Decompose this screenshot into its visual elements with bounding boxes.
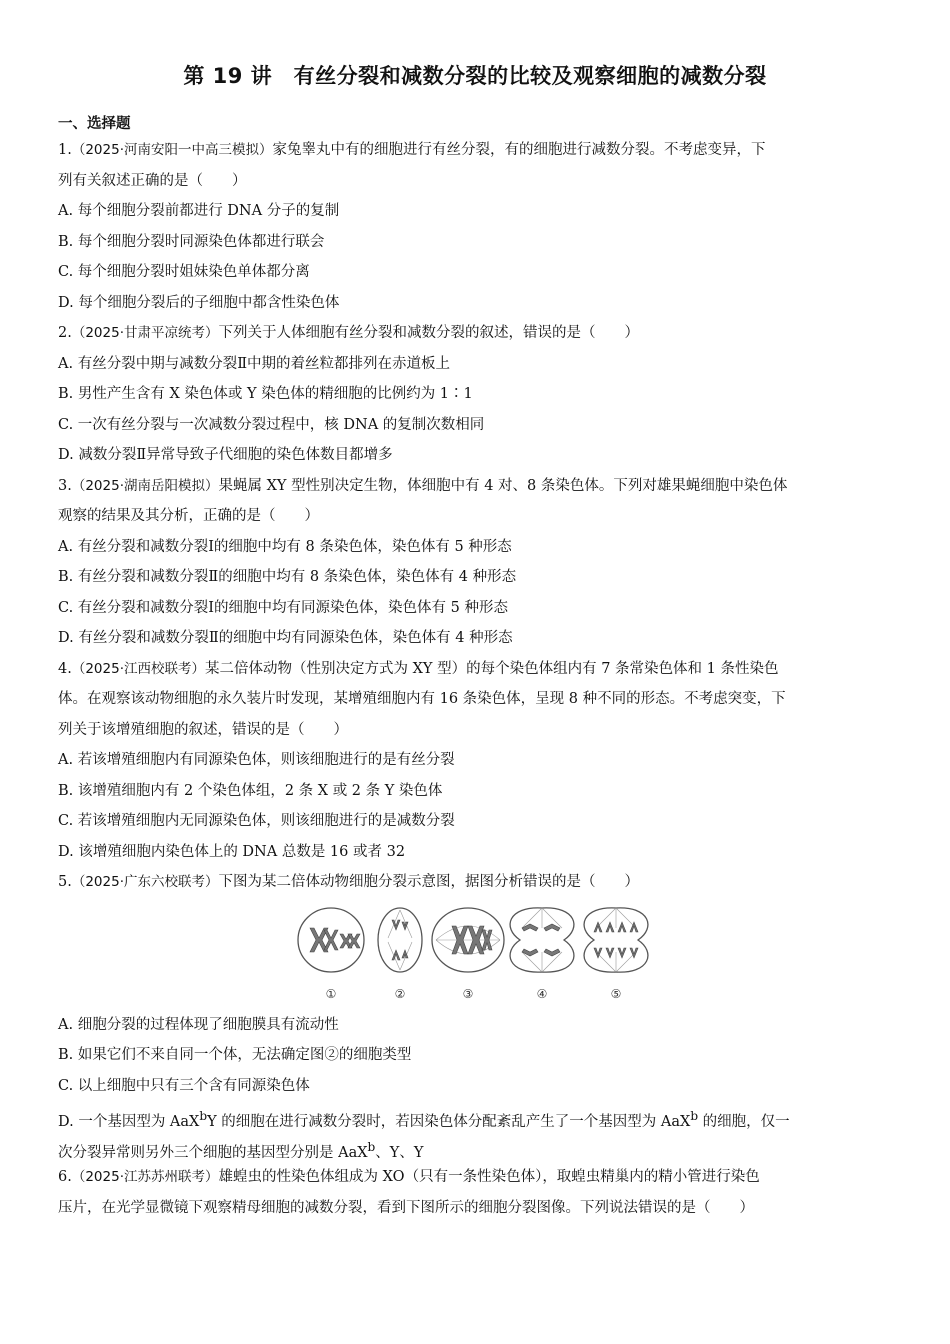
question-source: （2025·广东六校联考） (71, 874, 219, 890)
question-3-option-a[interactable]: A. 有丝分裂和减数分裂Ⅰ的细胞中均有 8 条染色体，染色体有 5 种形态 (58, 538, 512, 555)
question-1-stem-cont: 列有关叙述正确的是（ ） (58, 172, 247, 189)
question-5-option-d-cont: 次分裂异常则另外三个细胞的基因型分别是 AaX$^b$、Y、Y (58, 1139, 424, 1161)
question-1-option-b[interactable]: B. 每个细胞分裂时同源染色体都进行联会 (58, 233, 325, 250)
question-1-option-c[interactable]: C. 每个细胞分裂时姐妹染色单体都分离 (58, 264, 310, 280)
question-4-stem-cont2: 列关于该增殖细胞的叙述，错误的是（ ） (58, 721, 348, 738)
cell-division-diagram (296, 902, 656, 1006)
question-3-option-d[interactable]: D. 有丝分裂和减数分裂Ⅱ的细胞中均有同源染色体，染色体有 4 种形态 (58, 630, 513, 646)
question-4-option-a[interactable]: A. 若该增殖细胞内有同源染色体，则该细胞进行的是有丝分裂 (58, 752, 455, 768)
question-3-stem-cont: 观察的结果及其分析，正确的是（ ） (58, 508, 319, 524)
cell-division-figure (58, 898, 892, 1010)
question-4-stem-cont: 体。在观察该动物细胞的永久装片时发现，某增殖细胞内有 16 条染色体，呈现 8 种不同的形态。不考虑突变，下 (58, 691, 786, 707)
question-list (58, 135, 892, 1223)
question-5-option-d[interactable]: D. 一个基因型为 AaX$^b$Y 的细胞在进行减数分裂时，若因染色体分配紊乱产生了一个基因型为 AaX$^b$ 的细胞，仅一 (58, 1109, 790, 1130)
figure-label-1: ① (325, 986, 337, 1001)
question-source: （2025·江西校联考） (71, 660, 205, 677)
question-4-option-c[interactable]: C. 若该增殖细胞内无同源染色体，则该细胞进行的是减数分裂 (58, 813, 455, 829)
question-source: （2025·湖南岳阳模拟） (71, 477, 219, 494)
question-source: （2025·江苏苏州联考） (71, 1169, 219, 1185)
question-4-option-d[interactable]: D. 该增殖细胞内染色体上的 DNA 总数是 16 或者 32 (58, 843, 406, 860)
figure-label-5: ⑤ (610, 986, 622, 1001)
question-4-option-b[interactable]: B. 该增殖细胞内有 2 个染色体组，2 条 X 或 2 条 Y 染色体 (58, 782, 443, 799)
figure-label-3: ③ (462, 986, 474, 1001)
question-2-option-d[interactable]: D. 减数分裂Ⅱ异常导致子代细胞的染色体数目都增多 (58, 447, 393, 463)
question-source: （2025·河南安阳一中高三模拟） (71, 142, 273, 158)
question-2-option-c[interactable]: C. 一次有丝分裂与一次减数分裂过程中，核 DNA 的复制次数相同 (58, 416, 485, 433)
cell-4-image (510, 907, 574, 971)
cell-3-image (432, 908, 504, 972)
page-title: 第 19 讲 有丝分裂和减数分裂的比较及观察细胞的减数分裂 (183, 64, 767, 88)
question-1-option-d[interactable]: D. 每个细胞分裂后的子细胞中都含性染色体 (58, 294, 340, 311)
question-6-stem: 6.（2025·江苏苏州联考）雄蝗虫的性染色体组成为 XO（只有一条性染色体），取蝗虫精巢内的精小管进行染色 (58, 1169, 760, 1185)
question-5-stem: 5.（2025·广东六校联考）下图为某二倍体动物细胞分裂示意图，据图分析错误的是（ ） (58, 874, 639, 890)
question-2-stem: 2.（2025·甘肃平凉统考）下列关于人体细胞有丝分裂和减数分裂的叙述，错误的是（ ） (58, 325, 639, 341)
section-heading: 一、选择题 (58, 116, 131, 132)
question-2-option-b[interactable]: B. 男性产生含有 X 染色体或 Y 染色体的精细胞的比例约为 1∶1 (58, 386, 473, 402)
cell-2-image (378, 908, 422, 972)
question-4-stem: 4.（2025·江西校联考）某二倍体动物（性别决定方式为 XY 型）的每个染色体组内有 7 条常染色体和 1 条性染色 (58, 660, 779, 677)
question-5-option-c[interactable]: C. 以上细胞中只有三个含有同源染色体 (58, 1077, 310, 1094)
figure-label-2: ② (394, 986, 406, 1001)
question-5-option-b[interactable]: B. 如果它们不来自同一个体，无法确定图②的细胞类型 (58, 1047, 412, 1063)
question-2-option-a[interactable]: A. 有丝分裂中期与减数分裂Ⅱ中期的着丝粒都排列在赤道板上 (58, 355, 451, 372)
question-3-option-b[interactable]: B. 有丝分裂和减数分裂Ⅱ的细胞中均有 8 条染色体，染色体有 4 种形态 (58, 569, 517, 585)
question-1-stem: 1.（2025·河南安阳一中高三模拟）家兔睾丸中有的细胞进行有丝分裂，有的细胞进行减数分裂。不考虑变异，下 (58, 142, 766, 158)
question-1-option-a[interactable]: A. 每个细胞分裂前都进行 DNA 分子的复制 (58, 203, 340, 219)
figure-label-4: ④ (536, 986, 548, 1001)
question-3-option-c[interactable]: C. 有丝分裂和减数分裂Ⅰ的细胞中均有同源染色体，染色体有 5 种形态 (58, 599, 508, 616)
question-source: （2025·甘肃平凉统考） (71, 325, 219, 341)
question-3-stem: 3.（2025·湖南岳阳模拟）果蝇属 XY 型性别决定生物，体细胞中有 4 对、8 条染色体。下列对雄果蝇细胞中染色体 (58, 477, 788, 494)
question-5-option-a[interactable]: A. 细胞分裂的过程体现了细胞膜具有流动性 (58, 1016, 339, 1033)
cell-5-image (584, 907, 648, 971)
question-6-stem-cont: 压片，在光学显微镜下观察精母细胞的减数分裂，看到下图所示的细胞分裂图像。下列说法错误的是（ ） (58, 1199, 754, 1216)
cell-1-image (298, 908, 364, 972)
